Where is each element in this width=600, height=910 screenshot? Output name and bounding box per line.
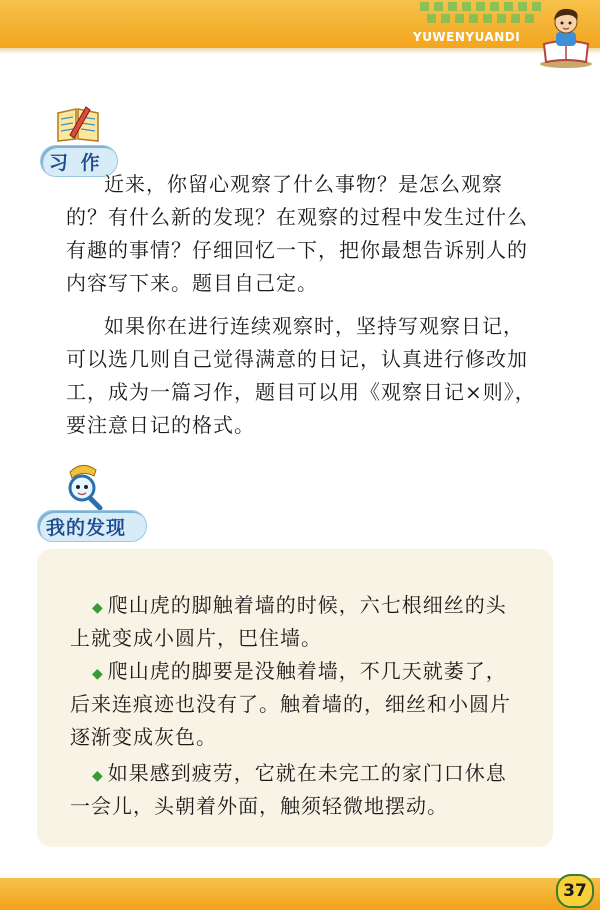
text-line: 要注意日记的格式。 — [66, 413, 255, 437]
bottom-banner — [0, 878, 600, 910]
magnifier-mascot-icon — [60, 460, 106, 510]
text-line: 爬山虎的脚要是没触着墙，不几天就萎了， — [107, 659, 507, 683]
diamond-bullet-icon: ◆ — [92, 666, 104, 682]
text-line: 内容写下来。题目自己定。 — [66, 271, 318, 295]
writing-title: 习 作 — [49, 152, 103, 174]
discovery-item-2 — [92, 655, 507, 691]
discovery-item-3 — [92, 757, 507, 793]
writing-paragraph-1 — [66, 168, 566, 300]
text-line: 后来连痕迹也没有了。触着墙的，细丝和小圆片 — [70, 692, 511, 716]
text-line: 工，成为一篇习作，题目可以用《观察日记×则》， — [66, 380, 536, 404]
text-line: 爬山虎的脚触着墙的时候，六七根细丝的头 — [107, 593, 507, 617]
text-line: 有趣的事情？仔细回忆一下，把你最想告诉别人的 — [66, 238, 528, 262]
text-line: 的？有什么新的发现？在观察的过程中发生过什么 — [66, 205, 528, 229]
text-line: 如果感到疲劳，它就在未完工的家门口休息 — [107, 761, 507, 785]
discovery-item-1 — [92, 589, 507, 625]
writing-paragraph-2 — [66, 310, 566, 442]
text-line: 近来，你留心观察了什么事物？是怎么观察 — [104, 172, 503, 196]
text-line: 一会儿，头朝着外面，触须轻微地摆动。 — [70, 794, 448, 818]
notebook-pen-icon — [56, 105, 100, 143]
text-line: 上就变成小圆片，巴住墙。 — [70, 626, 322, 650]
text-line: 如果你在进行连续观察时，坚持写观察日记， — [104, 314, 524, 338]
text-line: 逐渐变成灰色。 — [70, 725, 217, 749]
discovery-title: 我的发现 — [46, 517, 127, 539]
text-line: 可以选几则自己觉得满意的日记，认真进行修改加 — [66, 347, 528, 371]
diamond-bullet-icon: ◆ — [92, 768, 104, 784]
brand-text: YUWENYUANDI — [413, 30, 521, 44]
reading-boy-icon — [530, 4, 596, 68]
page-number: 37 — [556, 874, 594, 908]
diamond-bullet-icon: ◆ — [92, 600, 104, 616]
